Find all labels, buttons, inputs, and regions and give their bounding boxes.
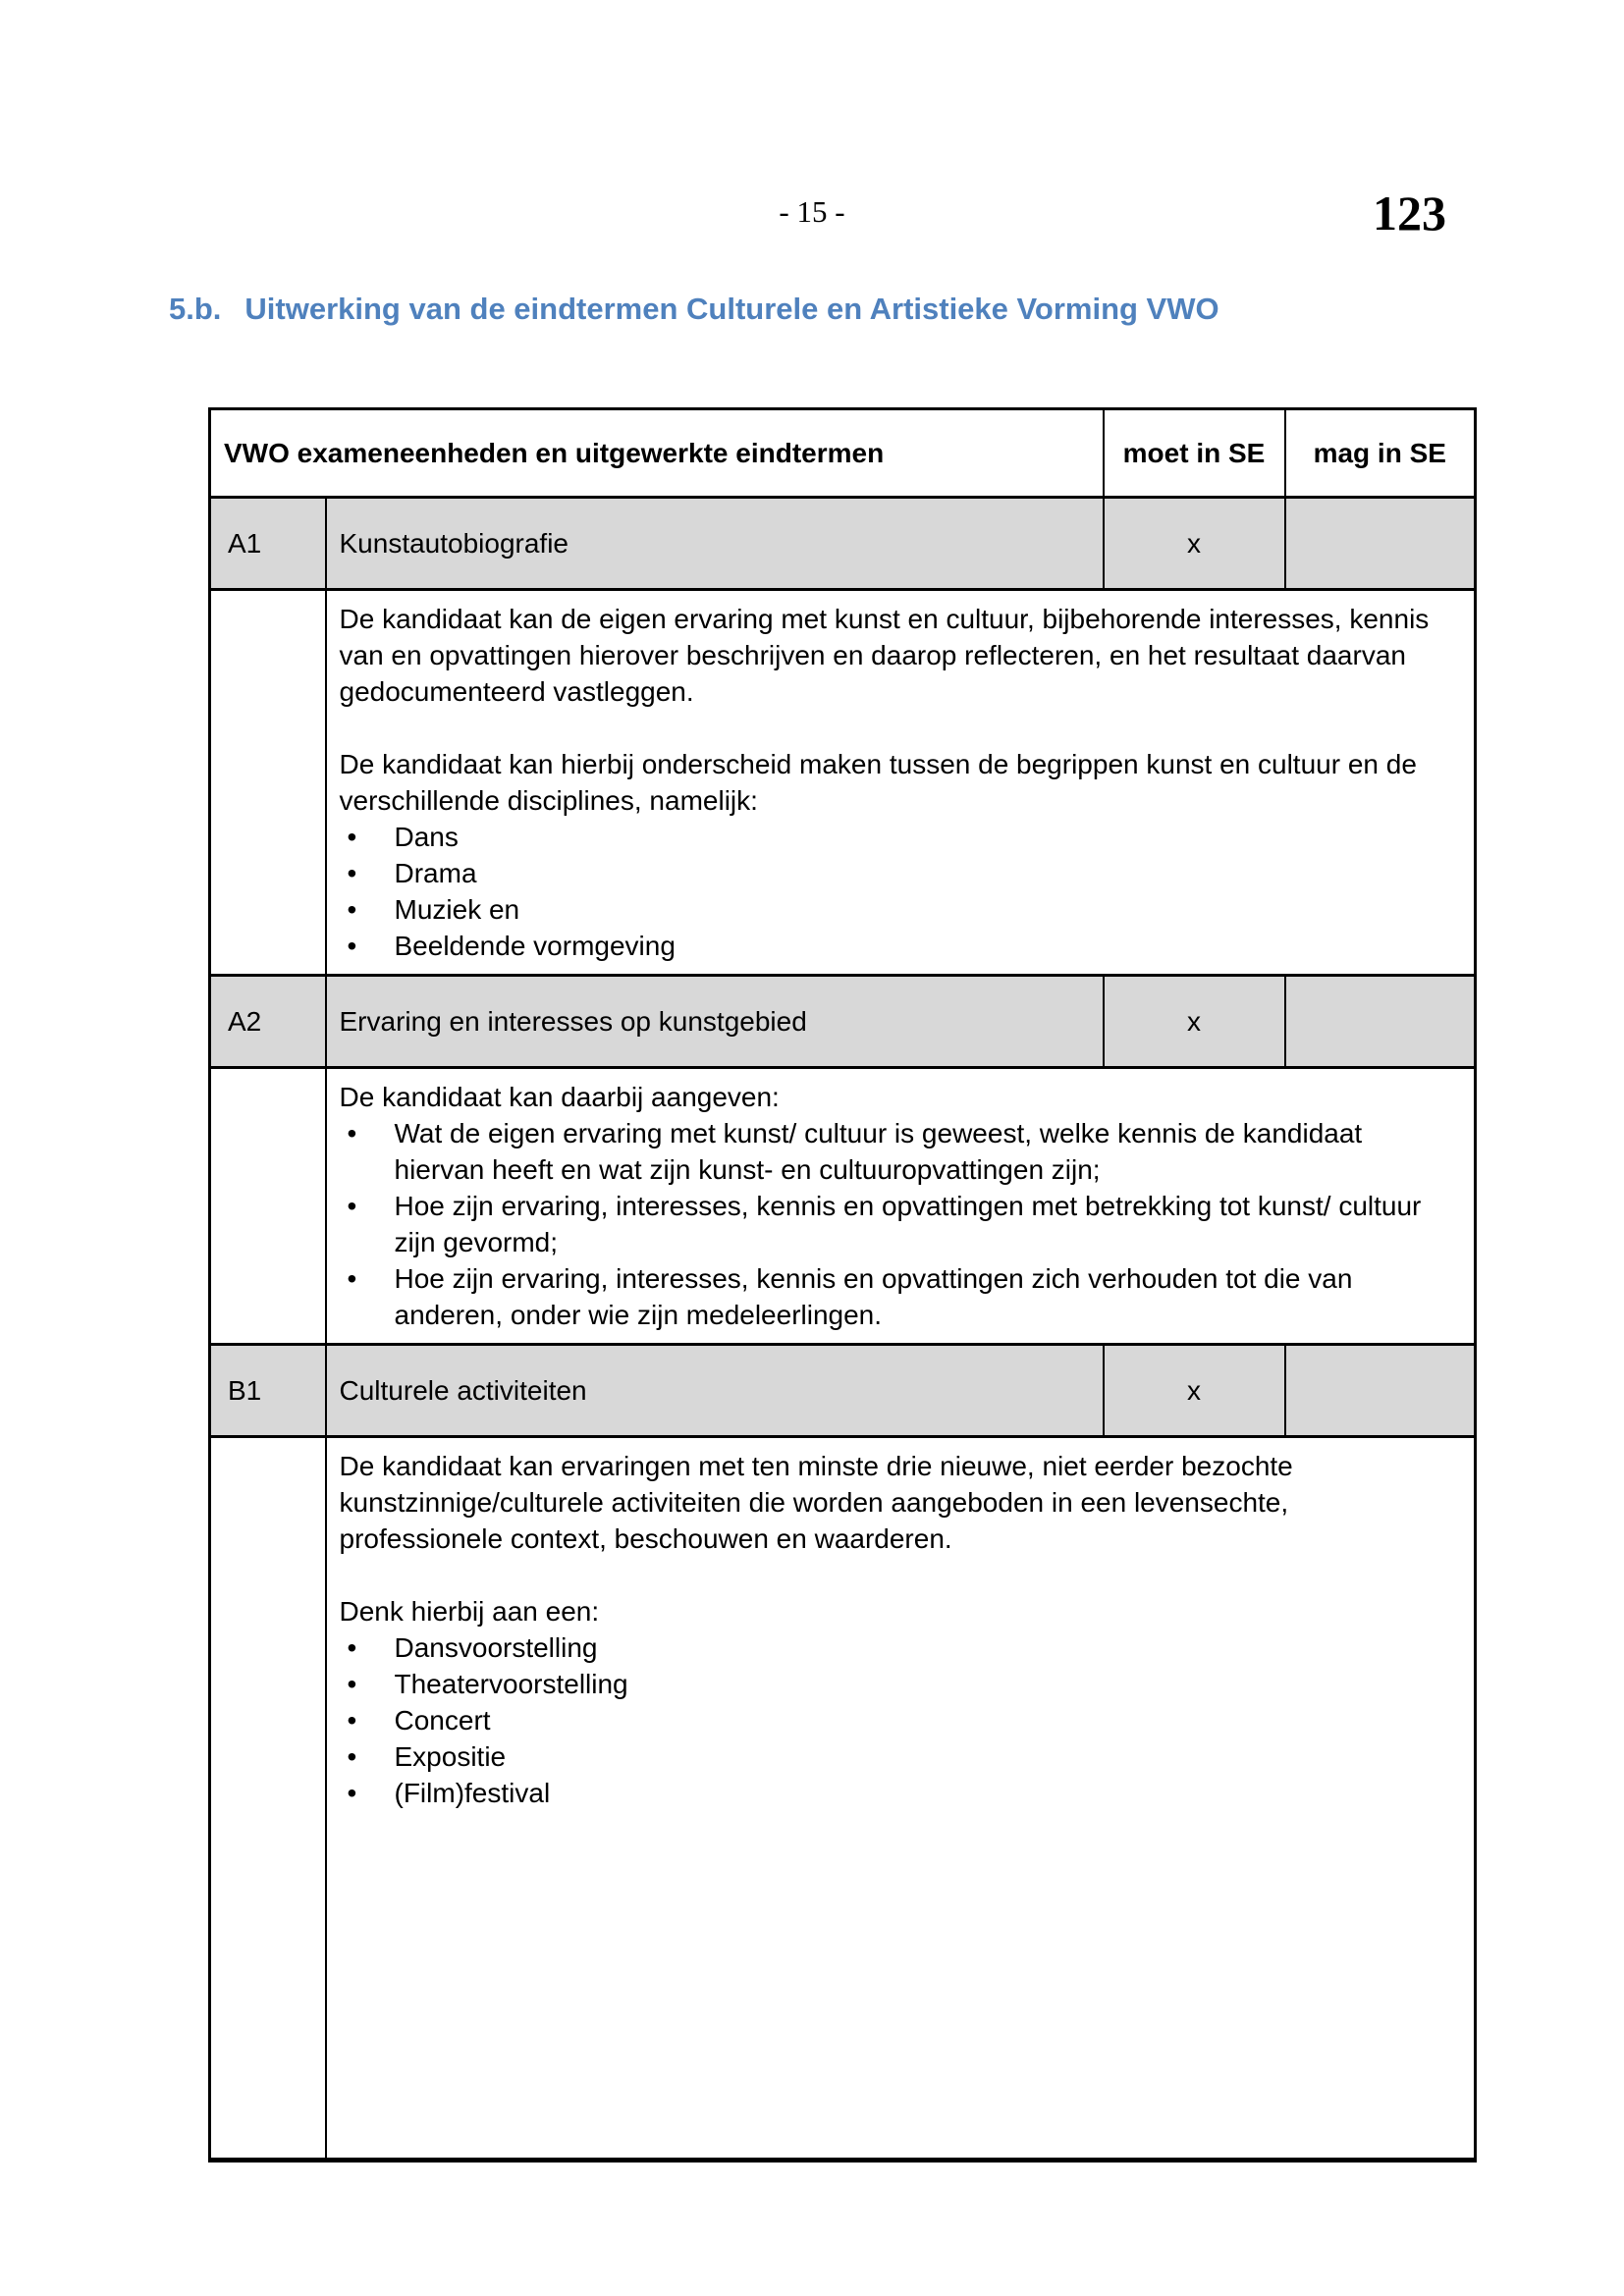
description-row-a2	[210, 1068, 1476, 1345]
item-title: Ervaring en interesses op kunstgebied	[326, 976, 1104, 1068]
empty-cell	[210, 1068, 326, 1345]
moet-in-se-mark: x	[1104, 1345, 1285, 1437]
bullet-item: • Drama	[340, 855, 1453, 891]
table-header-moet-in-se: moet in SE	[1104, 409, 1285, 498]
bullet-item: • Muziek en	[340, 891, 1453, 928]
description-cell	[326, 590, 1476, 976]
item-title: Kunstautobiografie	[326, 498, 1104, 590]
bullet-item: • Wat de eigen ervaring met kunst/ cultuur is geweest, welke kennis de kandidaat hiervan heeft en wat zijn kunst- en cultuuropvattingen zijn;	[340, 1115, 1453, 1188]
moet-in-se-mark: x	[1104, 498, 1285, 590]
table-header-main: VWO exameneenheden en uitgewerkte eindtermen	[210, 409, 1104, 498]
table-header-row	[210, 409, 1476, 498]
mag-in-se-mark	[1285, 1345, 1476, 1437]
eindtermen-table	[208, 407, 1477, 2163]
paragraph: De kandidaat kan hierbij onderscheid maken tussen de begrippen kunst en cultuur en de verschillende disciplines, namelijk:	[339, 749, 1417, 816]
bullet-item: • Hoe zijn ervaring, interesses, kennis en opvattingen met betrekking tot kunst/ cultuur zijn gevormd;	[340, 1188, 1453, 1260]
bullet-item: • Dansvoorstelling	[340, 1629, 1453, 1666]
section-heading	[169, 291, 1219, 327]
item-title: Culturele activiteiten	[326, 1345, 1104, 1437]
bullet-item: • Hoe zijn ervaring, interesses, kennis en opvattingen zich verhouden tot die van anderen, onder wie zijn medeleerlingen.	[340, 1260, 1453, 1333]
description-cell	[326, 1068, 1476, 1345]
mag-in-se-mark	[1285, 976, 1476, 1068]
paragraph: De kandidaat kan daarbij aangeven:	[339, 1082, 780, 1112]
bullet-item: • Expositie	[340, 1738, 1453, 1775]
bullet-item: • Concert	[340, 1702, 1453, 1738]
item-row-b1	[210, 1345, 1476, 1437]
bullet-list	[340, 819, 1453, 964]
heading-text: Uitwerking van de eindtermen Culturele en Artistieke Vorming VWO	[244, 292, 1219, 326]
bullet-item: • (Film)festival	[340, 1775, 1453, 1811]
paragraph: De kandidaat kan de eigen ervaring met kunst en cultuur, bijbehorende interesses, kennis van en opvattingen hierover beschrijven en daarop reflecteren, en het resultaat daarvan gedocumenteerd vastleggen.	[339, 604, 1430, 707]
page-number: - 15 -	[779, 194, 845, 229]
description-row-a1	[210, 590, 1476, 976]
paragraph: De kandidaat kan ervaringen met ten minste drie nieuwe, niet eerder bezochte kunstzinnige/culturele activiteiten die worden aangeboden in een levensechte, professionele context, beschouwen en waarderen.	[339, 1451, 1293, 1554]
bullet-list	[340, 1629, 1453, 1811]
description-row-b1	[210, 1437, 1476, 2161]
bullet-list	[340, 1115, 1453, 1333]
bullet-item: • Dans	[340, 819, 1453, 855]
empty-cell	[210, 1437, 326, 2161]
table-header-mag-in-se: mag in SE	[1285, 409, 1476, 498]
item-code: A1	[210, 498, 326, 590]
moet-in-se-mark: x	[1104, 976, 1285, 1068]
paragraph: Denk hierbij aan een:	[339, 1596, 600, 1627]
bullet-item: • Beeldende vormgeving	[340, 928, 1453, 964]
heading-number: 5.b.	[169, 292, 222, 326]
item-code: B1	[210, 1345, 326, 1437]
item-row-a2	[210, 976, 1476, 1068]
item-code: A2	[210, 976, 326, 1068]
bullet-item: • Theatervoorstelling	[340, 1666, 1453, 1702]
empty-cell	[210, 590, 326, 976]
mag-in-se-mark	[1285, 498, 1476, 590]
corner-page-number: 123	[1373, 186, 1446, 240]
description-cell	[326, 1437, 1476, 2161]
item-row-a1	[210, 498, 1476, 590]
